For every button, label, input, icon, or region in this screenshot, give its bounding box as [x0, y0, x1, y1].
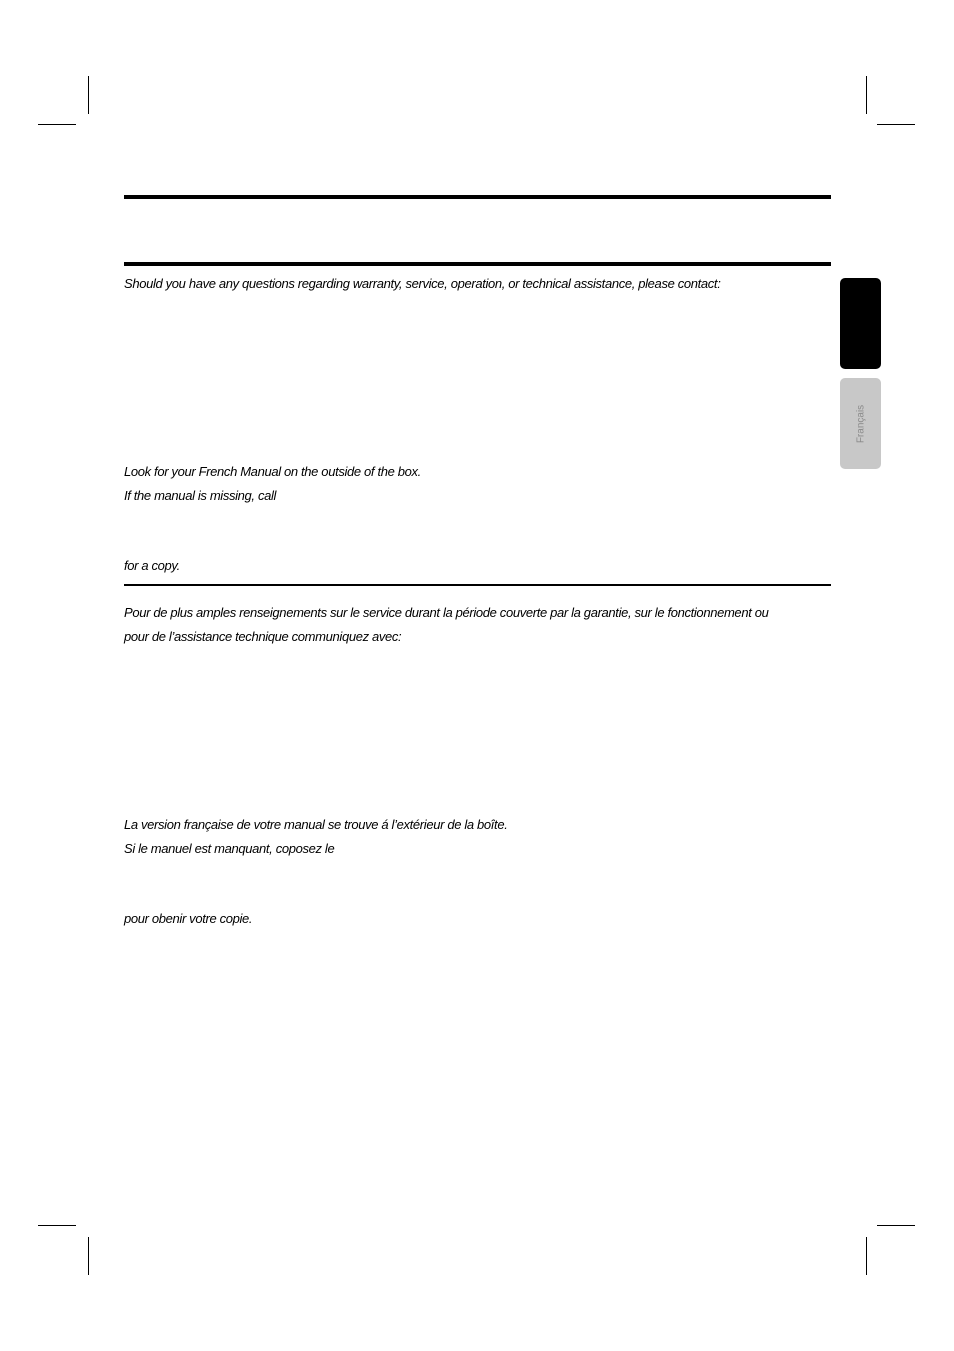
crop-mark-top-left-horizontal: [38, 124, 76, 125]
english-manual-missing: If the manual is missing, call: [124, 488, 277, 503]
french-manual-missing: Si le manuel est manquant, coposez le: [124, 841, 335, 856]
header-rule-bottom: [124, 262, 831, 266]
section-divider: [124, 584, 831, 586]
french-manual-location: La version française de votre manual se trouve á l’extérieur de la boîte.: [124, 817, 508, 832]
tab-french-label: Français: [855, 404, 866, 443]
crop-mark-bottom-left-horizontal: [38, 1225, 76, 1226]
header-rule-top: [124, 195, 831, 199]
crop-mark-bottom-left-vertical: [88, 1237, 89, 1275]
crop-mark-top-left-vertical: [88, 76, 89, 114]
tab-french[interactable]: [840, 378, 881, 469]
french-copy: pour obenir votre copie.: [124, 911, 253, 926]
english-manual-location: Look for your French Manual on the outside of the box.: [124, 464, 421, 479]
french-contact-intro-line-1: Pour de plus amples renseignements sur le service durant la période couverte par la garantie, sur le fonctionnement ou: [124, 605, 769, 620]
french-contact-intro-line-2: pour de l’assistance technique communiquez avec:: [124, 629, 402, 644]
crop-mark-bottom-right-vertical: [866, 1237, 867, 1275]
crop-mark-top-right-vertical: [866, 76, 867, 114]
english-contact-intro: Should you have any questions regarding warranty, service, operation, or technical assistance, please contact:: [124, 276, 721, 291]
crop-mark-bottom-right-horizontal: [877, 1225, 915, 1226]
tab-english[interactable]: [840, 278, 881, 369]
crop-mark-top-right-horizontal: [877, 124, 915, 125]
english-copy: for a copy.: [124, 558, 180, 573]
